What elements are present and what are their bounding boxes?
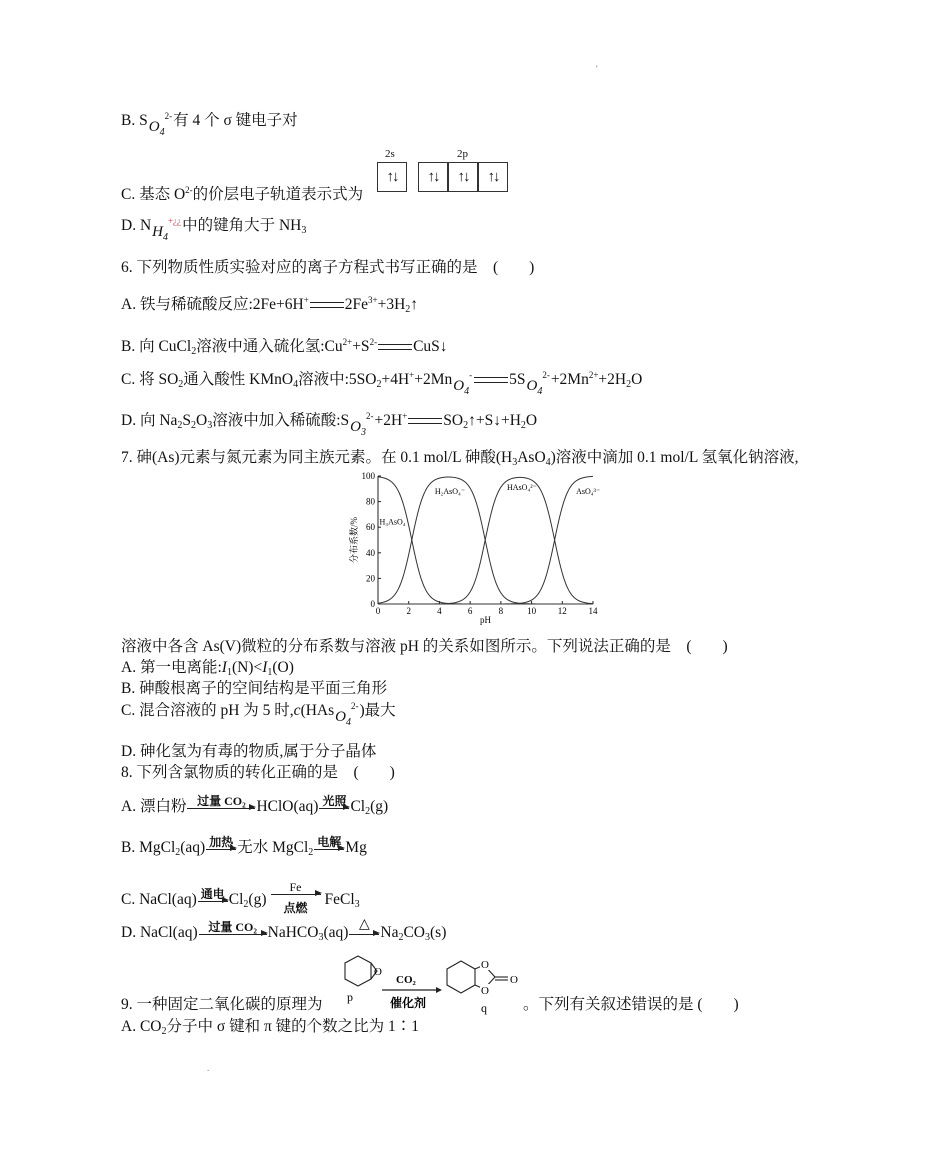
- text: O: [196, 412, 208, 429]
- orbital-box-2p-3: ↑↓: [478, 162, 508, 192]
- sub: 2: [243, 899, 249, 910]
- arrow-label: 加热: [209, 834, 234, 849]
- orbital-box-2s: ↑↓: [377, 162, 407, 192]
- orbital-label-2s: 2s: [385, 148, 395, 160]
- text: O: [525, 412, 538, 429]
- arrow-icon: [206, 849, 236, 850]
- text: (g): [248, 891, 267, 908]
- sub: 2: [178, 379, 184, 390]
- ion-o: O: [453, 378, 465, 394]
- q6-option-d: [121, 406, 537, 436]
- sub: 3: [425, 932, 431, 943]
- sub: 2: [463, 420, 469, 431]
- text: (g): [370, 798, 389, 815]
- text: A. 第一电离能:: [121, 659, 222, 676]
- reaction-arrow: [198, 886, 228, 902]
- reaction-arrow: [319, 793, 349, 809]
- text: c: [293, 702, 301, 719]
- sub: 2: [398, 932, 404, 943]
- text: 溶液中通入硫化氢:Cu: [196, 338, 343, 355]
- y-tick-label: 40: [366, 547, 375, 558]
- q6-stem: 6. 下列物质性质实验对应的离子方程式书写正确的是 ( ): [121, 259, 535, 276]
- text: 溶液中加入稀硫酸:S: [212, 412, 350, 429]
- text: C. 将 SO: [121, 371, 179, 388]
- q9-option-a: [121, 1017, 419, 1042]
- sup: 2-: [185, 185, 193, 195]
- reaction-arrow: [349, 916, 379, 935]
- reaction-arrow: [206, 834, 236, 850]
- equals-sign: [474, 377, 508, 383]
- text: 有 4 个 σ 键电子对: [173, 112, 298, 129]
- ion-sub: 4: [162, 232, 168, 243]
- reaction-arrow: [199, 919, 267, 935]
- sulfate-ion: [149, 111, 172, 136]
- x-tick-label: 8: [498, 606, 504, 616]
- text: A. 铁与稀硫酸反应:2Fe+6H: [121, 296, 304, 313]
- arrow-label: △: [359, 916, 370, 932]
- text: NaHCO: [267, 924, 319, 941]
- ion-h: H: [152, 224, 163, 240]
- ion-charge: -: [469, 370, 473, 380]
- q8-option-c: [121, 879, 360, 915]
- series-label-2: HAsO₄²⁻: [507, 483, 537, 493]
- text: (O): [272, 659, 294, 676]
- text: (aq): [323, 924, 349, 941]
- compound-label-p: p: [347, 990, 353, 1004]
- arrow-icon: [198, 901, 228, 902]
- co2-fixation-scheme: [330, 955, 530, 1015]
- ion-sub: 4: [464, 386, 470, 397]
- equals-sign: [408, 418, 442, 424]
- arrow-icon: [349, 934, 379, 935]
- arrow-label: 电解: [317, 834, 342, 849]
- arrow-label: 点燃: [283, 900, 308, 915]
- q7-stem-line2: 溶液中各含 As(V)微粒的分布系数与溶液 pH 的关系如图所示。下列说法正确的是 ( ): [121, 638, 728, 655]
- thiosulfate-ion: [350, 411, 373, 436]
- reaction-arrow: [271, 879, 321, 915]
- text: B. S: [121, 112, 148, 129]
- ion-sub: 4: [346, 717, 351, 728]
- text: C. NaCl(aq): [121, 891, 197, 908]
- ion-sub: 4: [159, 127, 165, 138]
- equals-sign: [378, 344, 412, 350]
- text: D. N: [121, 217, 152, 234]
- series-label-1: H₂AsO₄⁻: [434, 486, 466, 496]
- q5-option-d: [121, 216, 306, 241]
- arrow-label: 过量 CO₂: [197, 793, 246, 808]
- compound-label-q: q: [481, 1001, 487, 1015]
- text: B. 向 CuCl: [121, 338, 192, 355]
- text: A. CO: [121, 1018, 162, 1035]
- sup: +: [409, 370, 415, 380]
- text: 7. 砷(As)元素与氮元素为同主族元素。在 0.1 mol/L 砷酸(H: [121, 449, 513, 466]
- text: +2H: [598, 371, 627, 388]
- sub: 2: [365, 806, 371, 817]
- text: 通入酸性 KMnO: [183, 371, 294, 388]
- ion-sub: 4: [537, 386, 543, 397]
- sub: 1: [226, 667, 232, 678]
- text: CuS↓: [413, 338, 448, 355]
- q8-option-a: [121, 793, 389, 822]
- text: Na: [380, 924, 399, 941]
- sub: 2: [376, 379, 382, 390]
- text: 的价层电子轨道表示式为: [192, 186, 364, 203]
- q6-option-c: [121, 365, 642, 395]
- scheme-reagent: CO₂: [396, 974, 416, 986]
- arrow-label: Fe: [289, 879, 302, 894]
- sub: 3: [207, 420, 213, 431]
- arrow-label: 光照: [322, 793, 347, 808]
- carbonyl-oxygen: O: [510, 974, 518, 986]
- text: I: [262, 659, 268, 676]
- q7-option-c: [121, 701, 396, 726]
- text: (aq): [180, 839, 206, 856]
- sub: 2: [161, 1026, 167, 1037]
- text: +2H: [374, 412, 403, 429]
- arrow-label: 通电: [200, 886, 225, 901]
- q8-option-d: [121, 916, 447, 948]
- sub: 2: [308, 847, 314, 858]
- y-tick-label: 80: [366, 496, 375, 507]
- q8-stem: 8. 下列含氯物质的转化正确的是 ( ): [121, 764, 395, 781]
- sub: 4: [293, 379, 299, 390]
- ammonium-ion: [152, 216, 181, 241]
- arrow-label: 过量 CO₂: [208, 919, 257, 934]
- text: ↑: [410, 296, 419, 313]
- scheme-arrowhead-icon: [436, 987, 442, 993]
- x-tick-label: 12: [557, 606, 567, 616]
- ion-sub: 3: [361, 427, 367, 438]
- series-line-2: [378, 477, 593, 604]
- orbital-label-2p: 2p: [457, 148, 468, 160]
- q8-option-b: [121, 834, 367, 863]
- x-tick-label: 10: [527, 606, 537, 616]
- text: A. 漂白粉: [121, 798, 187, 815]
- sub: 2: [177, 420, 183, 431]
- text: Cl: [228, 891, 244, 908]
- text: FeCl: [324, 891, 355, 908]
- arrow-icon: [271, 894, 321, 895]
- sup: 2-: [369, 337, 378, 347]
- text: AsO: [517, 449, 546, 466]
- q9-stem-right: 。下列有关叙述错误的是 ( ): [523, 996, 739, 1013]
- text: (N)<: [231, 659, 263, 676]
- x-tick-label: 2: [406, 606, 411, 616]
- text: (s): [430, 924, 447, 941]
- cyclohexane-ring-q: [447, 961, 475, 993]
- ion-charge: 2-: [542, 370, 550, 380]
- text: Cl: [350, 798, 366, 815]
- x-tick-label: 4: [437, 606, 442, 616]
- x-axis-label: pH: [480, 615, 491, 625]
- text: (HAs: [300, 702, 335, 719]
- text: +4H: [381, 371, 410, 388]
- sub: 3: [512, 457, 518, 468]
- page-mark-top: ': [596, 64, 598, 74]
- ion-o: O: [526, 378, 538, 394]
- page-mark-bottom: .: [207, 1063, 210, 1073]
- y-axis-label: 分布系数/%: [349, 517, 359, 563]
- arrow-icon: [314, 849, 344, 850]
- sub: 2: [405, 304, 411, 315]
- text: B. MgCl: [121, 839, 176, 856]
- text: +2Mn: [414, 371, 453, 388]
- orbital-box-2p-2: ↑↓: [448, 162, 478, 192]
- text: Mg: [345, 839, 367, 856]
- text: 分子中 σ 键和 π 键的个数之比为 1∶1: [166, 1018, 420, 1035]
- text: D. 向 Na: [121, 412, 178, 429]
- arrow-icon: [187, 808, 255, 809]
- sub: 2: [626, 379, 632, 390]
- text: SO: [443, 412, 464, 429]
- text: 无水 MgCl: [237, 839, 309, 856]
- y-tick-label: 0: [370, 599, 375, 609]
- ion-o: O: [148, 119, 160, 135]
- orbital-box-2p-1: ↑↓: [418, 162, 448, 192]
- text: I: [221, 659, 227, 676]
- epoxide-oxygen: O: [374, 966, 382, 978]
- ion-charge: +¿¿: [167, 216, 182, 226]
- equals-sign: [310, 302, 344, 308]
- text: )最大: [359, 702, 396, 719]
- text: 中的键角大于 NH: [182, 217, 302, 234]
- sulfate-ion: [526, 370, 549, 395]
- y-tick-label: 60: [366, 522, 375, 533]
- distribution-chart: [343, 466, 605, 626]
- text: C. 基态 O: [121, 186, 186, 203]
- text: 5S: [509, 371, 526, 388]
- q7-option-b: B. 砷酸根离子的空间结构是平面三角形: [121, 680, 388, 697]
- ion-o: O: [350, 419, 362, 435]
- q5-option-b: [121, 111, 298, 136]
- text: +3H: [377, 296, 406, 313]
- sup: +: [402, 411, 408, 421]
- text: 2Fe: [344, 296, 369, 313]
- text: ↑+S↓+H: [468, 412, 521, 429]
- sup: 2+: [588, 370, 599, 380]
- text: C. 混合溶液的 pH 为 5 时,: [121, 702, 294, 719]
- arrow-icon: [199, 934, 267, 935]
- text: O: [631, 371, 643, 388]
- text: S: [182, 412, 192, 429]
- text: +S: [352, 338, 370, 355]
- ion-charge: 2-: [351, 701, 359, 711]
- scheme-catalyst: 催化剂: [390, 996, 427, 1010]
- sup: 3+: [368, 295, 378, 305]
- q6-option-a: [121, 290, 418, 320]
- text: HClO(aq): [256, 798, 319, 815]
- sub: 2: [191, 346, 197, 357]
- q5-option-c: [121, 180, 363, 205]
- series-label-0: H₃AsO₄: [379, 517, 406, 527]
- text: CO: [403, 924, 426, 941]
- x-tick-label: 0: [375, 606, 381, 616]
- sup: +: [303, 295, 309, 305]
- text: 溶液中:5SO: [298, 371, 377, 388]
- arrow-icon: [319, 808, 349, 809]
- text: +2Mn: [550, 371, 589, 388]
- q7-option-d: D. 砷化氢为有毒的物质,属于分子晶体: [121, 743, 377, 760]
- text: D. NaCl(aq): [121, 924, 198, 941]
- y-tick-label: 20: [366, 573, 375, 584]
- ion-charge: 2-: [164, 111, 173, 121]
- x-tick-label: 14: [588, 606, 598, 616]
- q6-option-b: [121, 332, 448, 362]
- y-tick-label: 100: [361, 471, 375, 481]
- sub: 3: [301, 225, 307, 236]
- sub: 3: [354, 899, 360, 910]
- hydrogen-arsenate-ion: [335, 701, 358, 726]
- permanganate-ion: [453, 370, 472, 395]
- series-label-3: AsO₄³⁻: [576, 486, 601, 496]
- sub: 4: [545, 457, 551, 468]
- x-tick-label: 6: [467, 606, 473, 616]
- ring-oxygen-bottom: O: [481, 985, 489, 997]
- cyclohexane-ring-p: [345, 956, 371, 986]
- reaction-arrow: [314, 834, 344, 850]
- ion-o: O: [335, 709, 346, 725]
- sub: 2: [175, 847, 181, 858]
- sub: 2: [520, 420, 526, 431]
- ring-oxygen-top: O: [481, 959, 489, 971]
- text: )溶液中滴加 0.1 mol/L 氢氧化钠溶液,: [550, 449, 799, 466]
- reaction-arrow: [187, 793, 255, 809]
- sup: 2+: [342, 337, 353, 347]
- ion-charge: 2-: [366, 411, 374, 421]
- sub: 2: [191, 420, 197, 431]
- sub: 1: [267, 667, 273, 678]
- sub: 3: [318, 932, 324, 943]
- q9-stem-left: 9. 一种固定二氧化碳的原理为: [121, 996, 323, 1013]
